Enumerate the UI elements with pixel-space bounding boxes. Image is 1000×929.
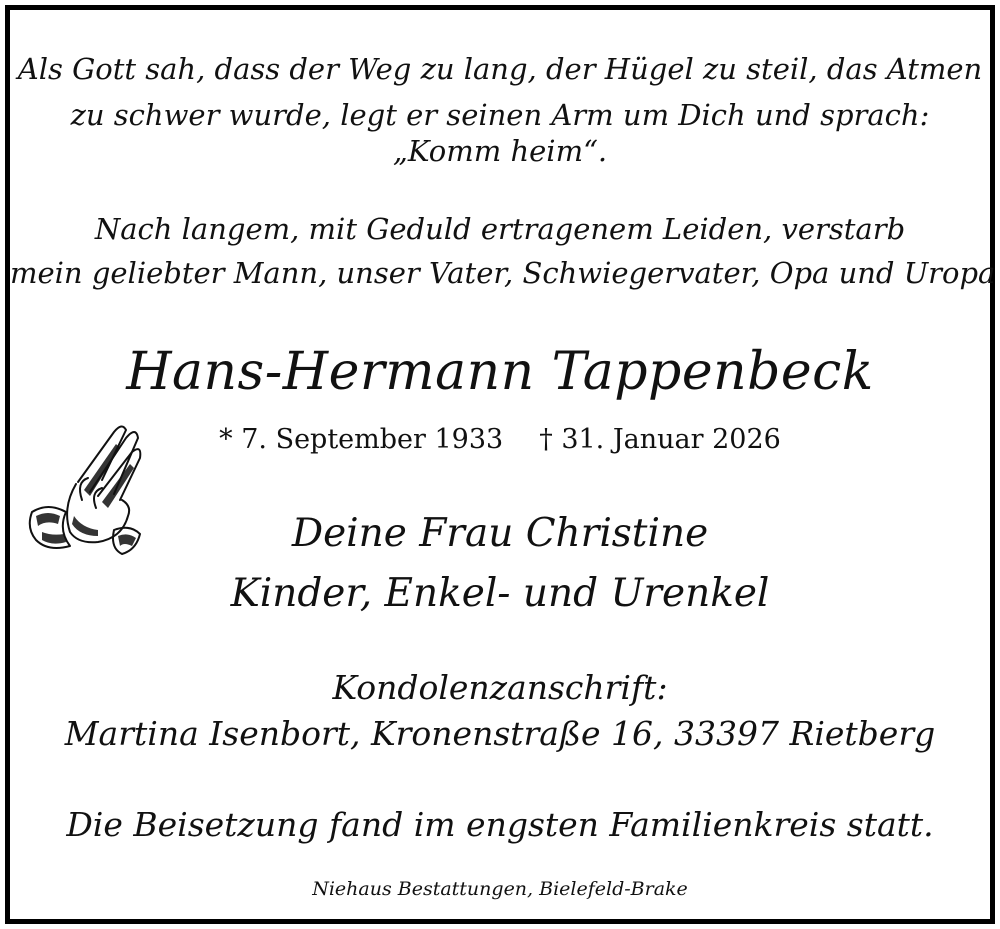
deceased-name: Hans-Hermann Tappenbeck — [126, 342, 874, 402]
intro-line-1: Nach langem, mit Geduld ertragenem Leiden, verstarb — [94, 212, 906, 246]
death-date: † 31. Januar 2026 — [539, 424, 781, 455]
mourners-line-1: Deine Frau Christine — [291, 511, 709, 556]
obituary-notice — [5, 5, 995, 924]
burial-note: Die Beisetzung fand im engsten Familienkreis statt. — [66, 805, 934, 844]
condolence-address: Martina Isenbort, Kronenstraße 16, 33397 Rietberg — [64, 714, 936, 753]
birth-date: * 7. September 1933 — [219, 424, 504, 455]
condolence-label: Kondolenzanschrift: — [332, 668, 668, 707]
intro-line-2: mein geliebter Mann, unser Vater, Schwiegervater, Opa und Uropa — [10, 256, 996, 290]
life-dates — [10, 424, 990, 455]
verse-line-2: zu schwer wurde, legt er seinen Arm um Dich und sprach: — [70, 98, 930, 132]
verse-line-3: „Komm heim“. — [392, 134, 608, 168]
mourners-line-2: Kinder, Enkel- und Urenkel — [230, 571, 770, 616]
funeral-home: Niehaus Bestattungen, Bielefeld-Brake — [312, 878, 688, 900]
verse-line-1: Als Gott sah, dass der Weg zu lang, der Hügel zu steil, das Atmen — [17, 52, 983, 86]
